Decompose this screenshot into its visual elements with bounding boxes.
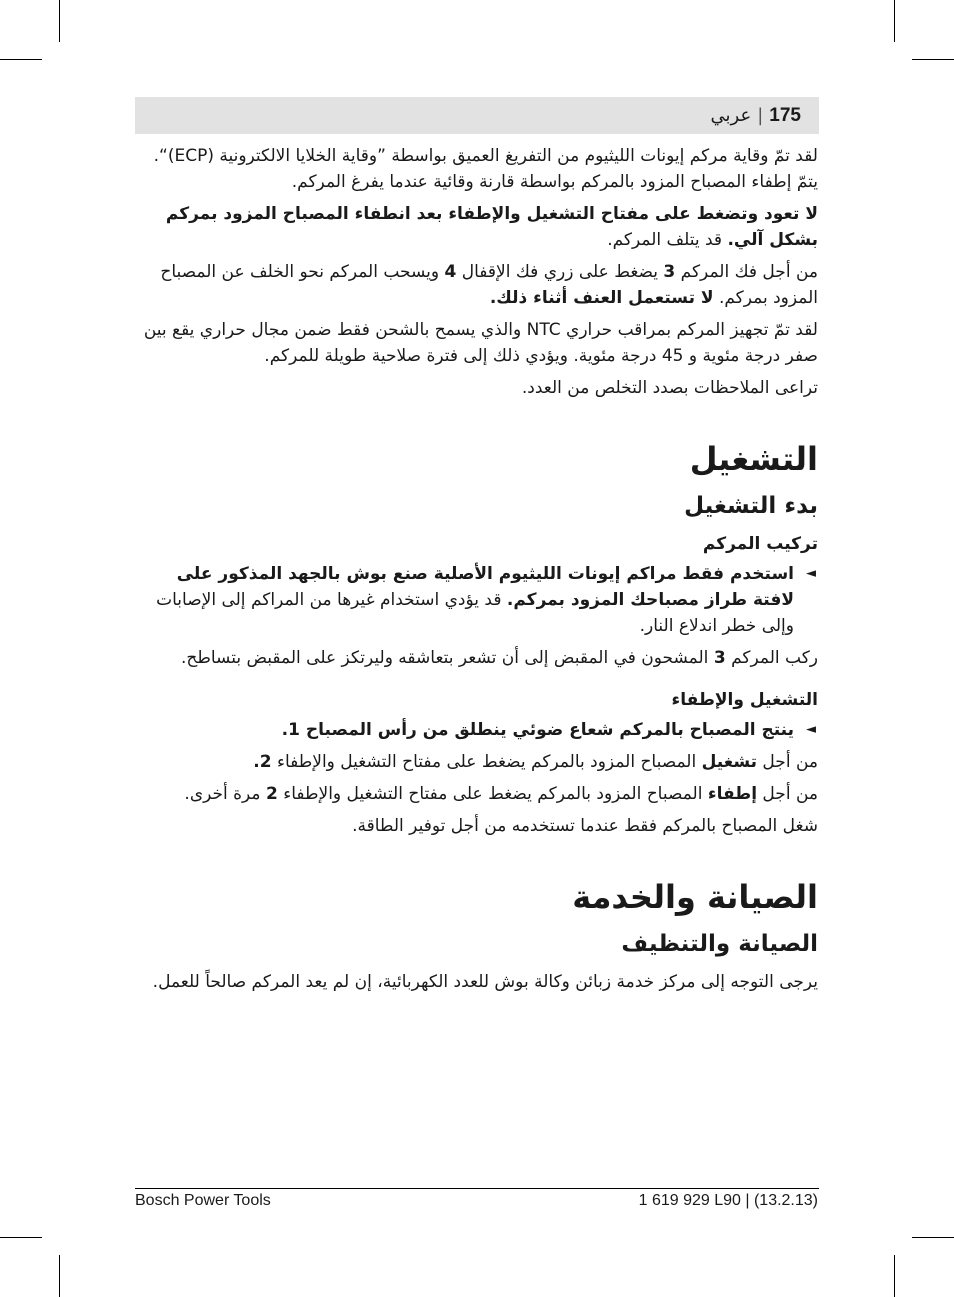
header-separator: | bbox=[757, 105, 764, 126]
crop-mark bbox=[0, 59, 42, 60]
paragraph-disposal: تراعى الملاحظات بصدد التخلص من العدد. bbox=[521, 378, 818, 398]
crop-mark bbox=[0, 1237, 42, 1238]
footer-brand: Bosch Power Tools bbox=[135, 1192, 271, 1209]
bullet-triangle-icon: ◄ bbox=[806, 566, 816, 581]
page-header bbox=[135, 97, 819, 134]
bullet-light-beam: ◄ ينتج المصباح بالمركم شعاع ضوئي ينطلق من رأس المصباح 1. bbox=[137, 717, 818, 743]
crop-mark bbox=[912, 59, 954, 60]
paragraph-switch-off: من أجل إطفاء المصباح المزود بالمركم يضغط على مفتاح التشغيل والإطفاء 2 مرة أخرى. bbox=[184, 784, 818, 804]
crop-mark bbox=[894, 0, 895, 42]
document-body bbox=[137, 143, 818, 1001]
bullet-original-batteries: ◄ استخدم فقط مراكم إيونات الليثيوم الأصلية صنع بوش بالجهد المذكور على لافتة طراز مصباحك المزود بمركم. قد يؤدي استخدام غيرها من المراكم إلى الإصابات وإلى خطر اندلاع النار. bbox=[137, 561, 818, 639]
paragraph-save-energy: شغل المصباح بالمركم فقط عندما تستخدمه من أجل توفير الطاقة. bbox=[352, 816, 818, 836]
footer-doc-code: 1 619 929 L90 | (13.2.13) bbox=[638, 1192, 818, 1209]
page-number: 175 bbox=[769, 104, 801, 126]
crop-mark bbox=[59, 0, 60, 42]
header-language: عربي bbox=[710, 105, 752, 126]
paragraph-remove-battery: من أجل فك المركم 3 يضغط على زري فك الإقفال 4 ويسحب المركم نحو الخلف عن المصباح المزود بمركم. لا تستعمل العنف أثناء ذلك. bbox=[160, 262, 818, 308]
paragraph-switch-warning: لا تعود وتضغط على مفتاح التشغيل والإطفاء بعد انطفاء المصباح المزود بمركم بشكل آلي. قد يتلف المركم. bbox=[165, 204, 818, 250]
bullet-triangle-icon: ◄ bbox=[806, 722, 816, 737]
paragraph-service-center: يرجى التوجه إلى مركز خدمة زبائن وكالة بوش للعدد الكهربائية، إن لم يعد المركم صالحاً للعمل. bbox=[152, 972, 818, 992]
crop-mark bbox=[912, 1237, 954, 1238]
paragraph-ntc: لقد تمّ تجهيز المركم بمراقب حراري NTC والذي يسمح بالشحن فقط ضمن مجال حراري يقع بين صفر درجة مئوية و 45 درجة مئوية. ويؤدي ذلك إلى فترة صلاحية طويلة للمركم. bbox=[143, 320, 818, 366]
heading-operation: التشغيل bbox=[689, 440, 818, 478]
paragraph-insert-battery: ركب المركم 3 المشحون في المقبض إلى أن تشعر بتعاشقه وليرتكز على المقبض بتساطح. bbox=[180, 648, 818, 668]
heading-battery-insert: تركيب المركم bbox=[702, 534, 818, 554]
crop-mark bbox=[59, 1255, 60, 1297]
heading-on-off: التشغيل والإطفاء bbox=[671, 690, 818, 710]
heading-startup: بدء التشغيل bbox=[684, 493, 818, 519]
heading-maintenance-cleaning: الصيانة والتنظيف bbox=[621, 931, 818, 957]
crop-mark bbox=[894, 1255, 895, 1297]
paragraph-ecp: لقد تمّ وقاية مركم إيونات الليثيوم من التفريغ العميق بواسطة ”وقاية الخلايا الالكترونية (ECP)“. يتمّ إطفاء المصباح المزود بالمركم بواسطة قارنة وقائية عندما يفرغ المركم. bbox=[153, 146, 818, 192]
paragraph-switch-on: من أجل تشغيل المصباح المزود بالمركم يضغط على مفتاح التشغيل والإطفاء 2. bbox=[253, 752, 818, 772]
footer-rule bbox=[135, 1188, 819, 1189]
heading-maintenance-service: الصيانة والخدمة bbox=[572, 878, 818, 916]
